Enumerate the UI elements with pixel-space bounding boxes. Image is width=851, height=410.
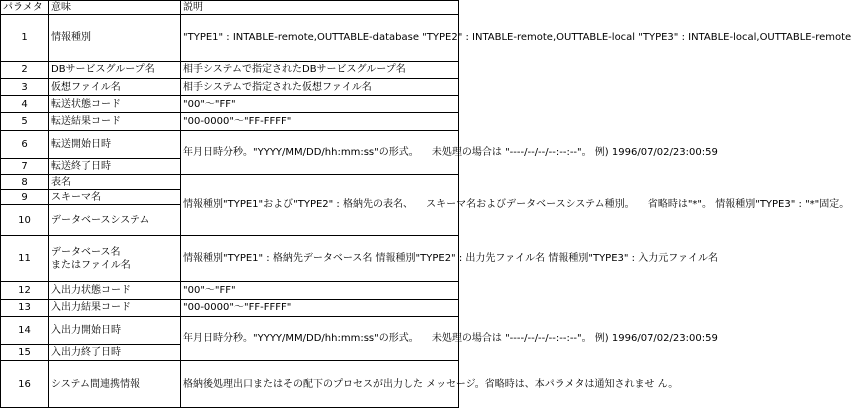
table-row: [1, 299, 459, 316]
row-meaning: 表名: [49, 175, 181, 190]
row-meaning: 入出力結果コード: [49, 299, 181, 316]
row-description: 情報種別"TYPE1"および"TYPE2" : 格納先の表名、 スキーマ名およびデータベースシステム種別。 省略時は"*"。 情報種別"TYPE3" : "*"固定。: [181, 175, 459, 236]
row-meaning: データベースシステム: [49, 205, 181, 235]
row-meaning: 転送状態コード: [49, 96, 181, 113]
row-description: "00"～"FF": [181, 282, 459, 299]
row-number: 13: [1, 299, 49, 316]
table-row: [1, 61, 459, 78]
row-meaning: スキーマ名: [49, 190, 181, 205]
row-description: 相手システムで指定された仮想ファイル名: [181, 78, 459, 95]
row-meaning: 入出力状態コード: [49, 282, 181, 299]
row-meaning: 仮想ファイル名: [49, 78, 181, 95]
table-row: [1, 78, 459, 95]
row-number: 5: [1, 113, 49, 130]
row-number: 14: [1, 316, 49, 344]
row-meaning: データベース名 またはファイル名: [49, 235, 181, 282]
header-meaning: 意味: [49, 1, 181, 15]
row-description: 情報種別"TYPE1" : 格納先データベース名 情報種別"TYPE2" : 出力先ファイル名 情報種別"TYPE3" : 入力元ファイル名: [181, 235, 459, 282]
row-description: 年月日時分秒。"YYYY/MM/DD/hh:mm:ss"の形式。 未処理の場合は "----/--/--/--:--:--"。 例) 1996/07/02/23:00:59: [181, 316, 459, 361]
row-number: 9: [1, 190, 49, 205]
row-number: 12: [1, 282, 49, 299]
row-description: 相手システムで指定されたDBサービスグループ名: [181, 61, 459, 78]
row-number: 6: [1, 130, 49, 158]
table-row: [1, 15, 459, 62]
header-param: パラメタ: [1, 1, 49, 15]
row-description: "TYPE1" : INTABLE-remote,OUTTABLE-database "TYPE2" : INTABLE-remote,OUTTABLE-local "TYPE3" : INTABLE-local,OUTTABLE-remote: [181, 15, 459, 62]
row-meaning: 転送終了日時: [49, 158, 181, 174]
row-number: 2: [1, 61, 49, 78]
header-description: 説明: [181, 1, 459, 15]
header-row: [1, 1, 459, 15]
row-description: "00"～"FF": [181, 96, 459, 113]
row-number: 7: [1, 158, 49, 174]
row-number: 15: [1, 345, 49, 361]
row-number: 10: [1, 205, 49, 235]
row-number: 3: [1, 78, 49, 95]
table-row: [1, 282, 459, 299]
row-meaning: 入出力終了日時: [49, 345, 181, 361]
row-number: 4: [1, 96, 49, 113]
row-meaning: システム間連携情報: [49, 361, 181, 408]
row-description: "00-0000"～"FF-FFFF": [181, 113, 459, 130]
table-row: [1, 175, 459, 190]
row-description: "00-0000"～"FF-FFFF": [181, 299, 459, 316]
row-meaning: DBサービスグループ名: [49, 61, 181, 78]
table-row: [1, 130, 459, 158]
row-meaning: 転送結果コード: [49, 113, 181, 130]
table-row: [1, 113, 459, 130]
row-number: 8: [1, 175, 49, 190]
row-description: 年月日時分秒。"YYYY/MM/DD/hh:mm:ss"の形式。 未処理の場合は "----/--/--/--:--:--"。 例) 1996/07/02/23:00:59: [181, 130, 459, 175]
table-row: [1, 361, 459, 408]
row-number: 16: [1, 361, 49, 408]
table-row: [1, 316, 459, 344]
row-meaning: 入出力開始日時: [49, 316, 181, 344]
row-meaning: 情報種別: [49, 15, 181, 62]
row-number: 1: [1, 15, 49, 62]
row-meaning: 転送開始日時: [49, 130, 181, 158]
table-row: [1, 235, 459, 282]
row-description: 格納後処理出口またはその配下のプロセスが出力した メッセージ。省略時は、本パラメタは通知されませ ん。: [181, 361, 459, 408]
table-row: [1, 96, 459, 113]
row-number: 11: [1, 235, 49, 282]
